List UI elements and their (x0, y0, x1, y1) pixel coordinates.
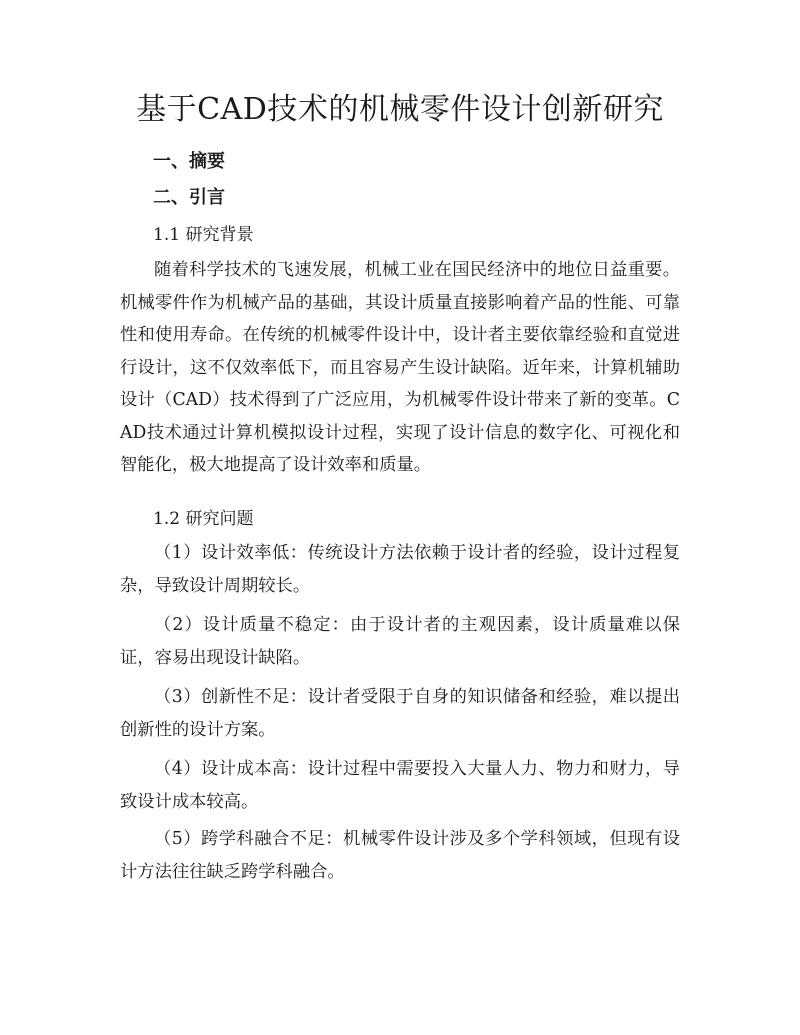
heading-introduction: 二、引言 (153, 187, 225, 208)
background-paragraph: 随着科学技术的飞速发展，机械工业在国民经济中的地位日益重要。机械零件作为机械产品的基础，其设计质量直接影响着产品的性能、可靠性和使用寿命。在传统的机械零件设计中，设计者主要依靠经验和直觉进行设计，这不仅效率低下，而且容易产生设计缺陷。近年来，计算机辅助设计（CAD）技术得到了广泛应用，为机械零件设计带来了新的变革。CAD技术通过计算机模拟设计过程，实现了设计信息的数字化、可视化和智能化，极大地提高了设计效率和质量。 (120, 260, 680, 475)
document-title: 基于CAD技术的机械零件设计创新研究 (136, 92, 664, 127)
problem-item-2: （2）设计质量不稳定：由于设计者的主观因素，设计质量难以保证，容易出现设计缺陷。 (120, 615, 680, 668)
problem-item-1: （1）设计效率低：传统设计方法依赖于设计者的经验，设计过程复杂，导致设计周期较长。 (120, 543, 680, 596)
problem-item-3: （3）创新性不足：设计者受限于自身的知识储备和经验，难以提出创新性的设计方案。 (120, 687, 680, 740)
problem-item-5: （5）跨学科融合不足：机械零件设计涉及多个学科领域，但现有设计方法往往缺乏跨学科融合。 (120, 829, 680, 882)
section-heading-background: 1.1 研究背景 (153, 225, 254, 245)
heading-abstract: 一、摘要 (153, 151, 225, 172)
section-heading-problems: 1.2 研究问题 (153, 509, 254, 529)
problem-item-4: （4）设计成本高：设计过程中需要投入大量人力、物力和财力，导致设计成本较高。 (120, 759, 680, 812)
